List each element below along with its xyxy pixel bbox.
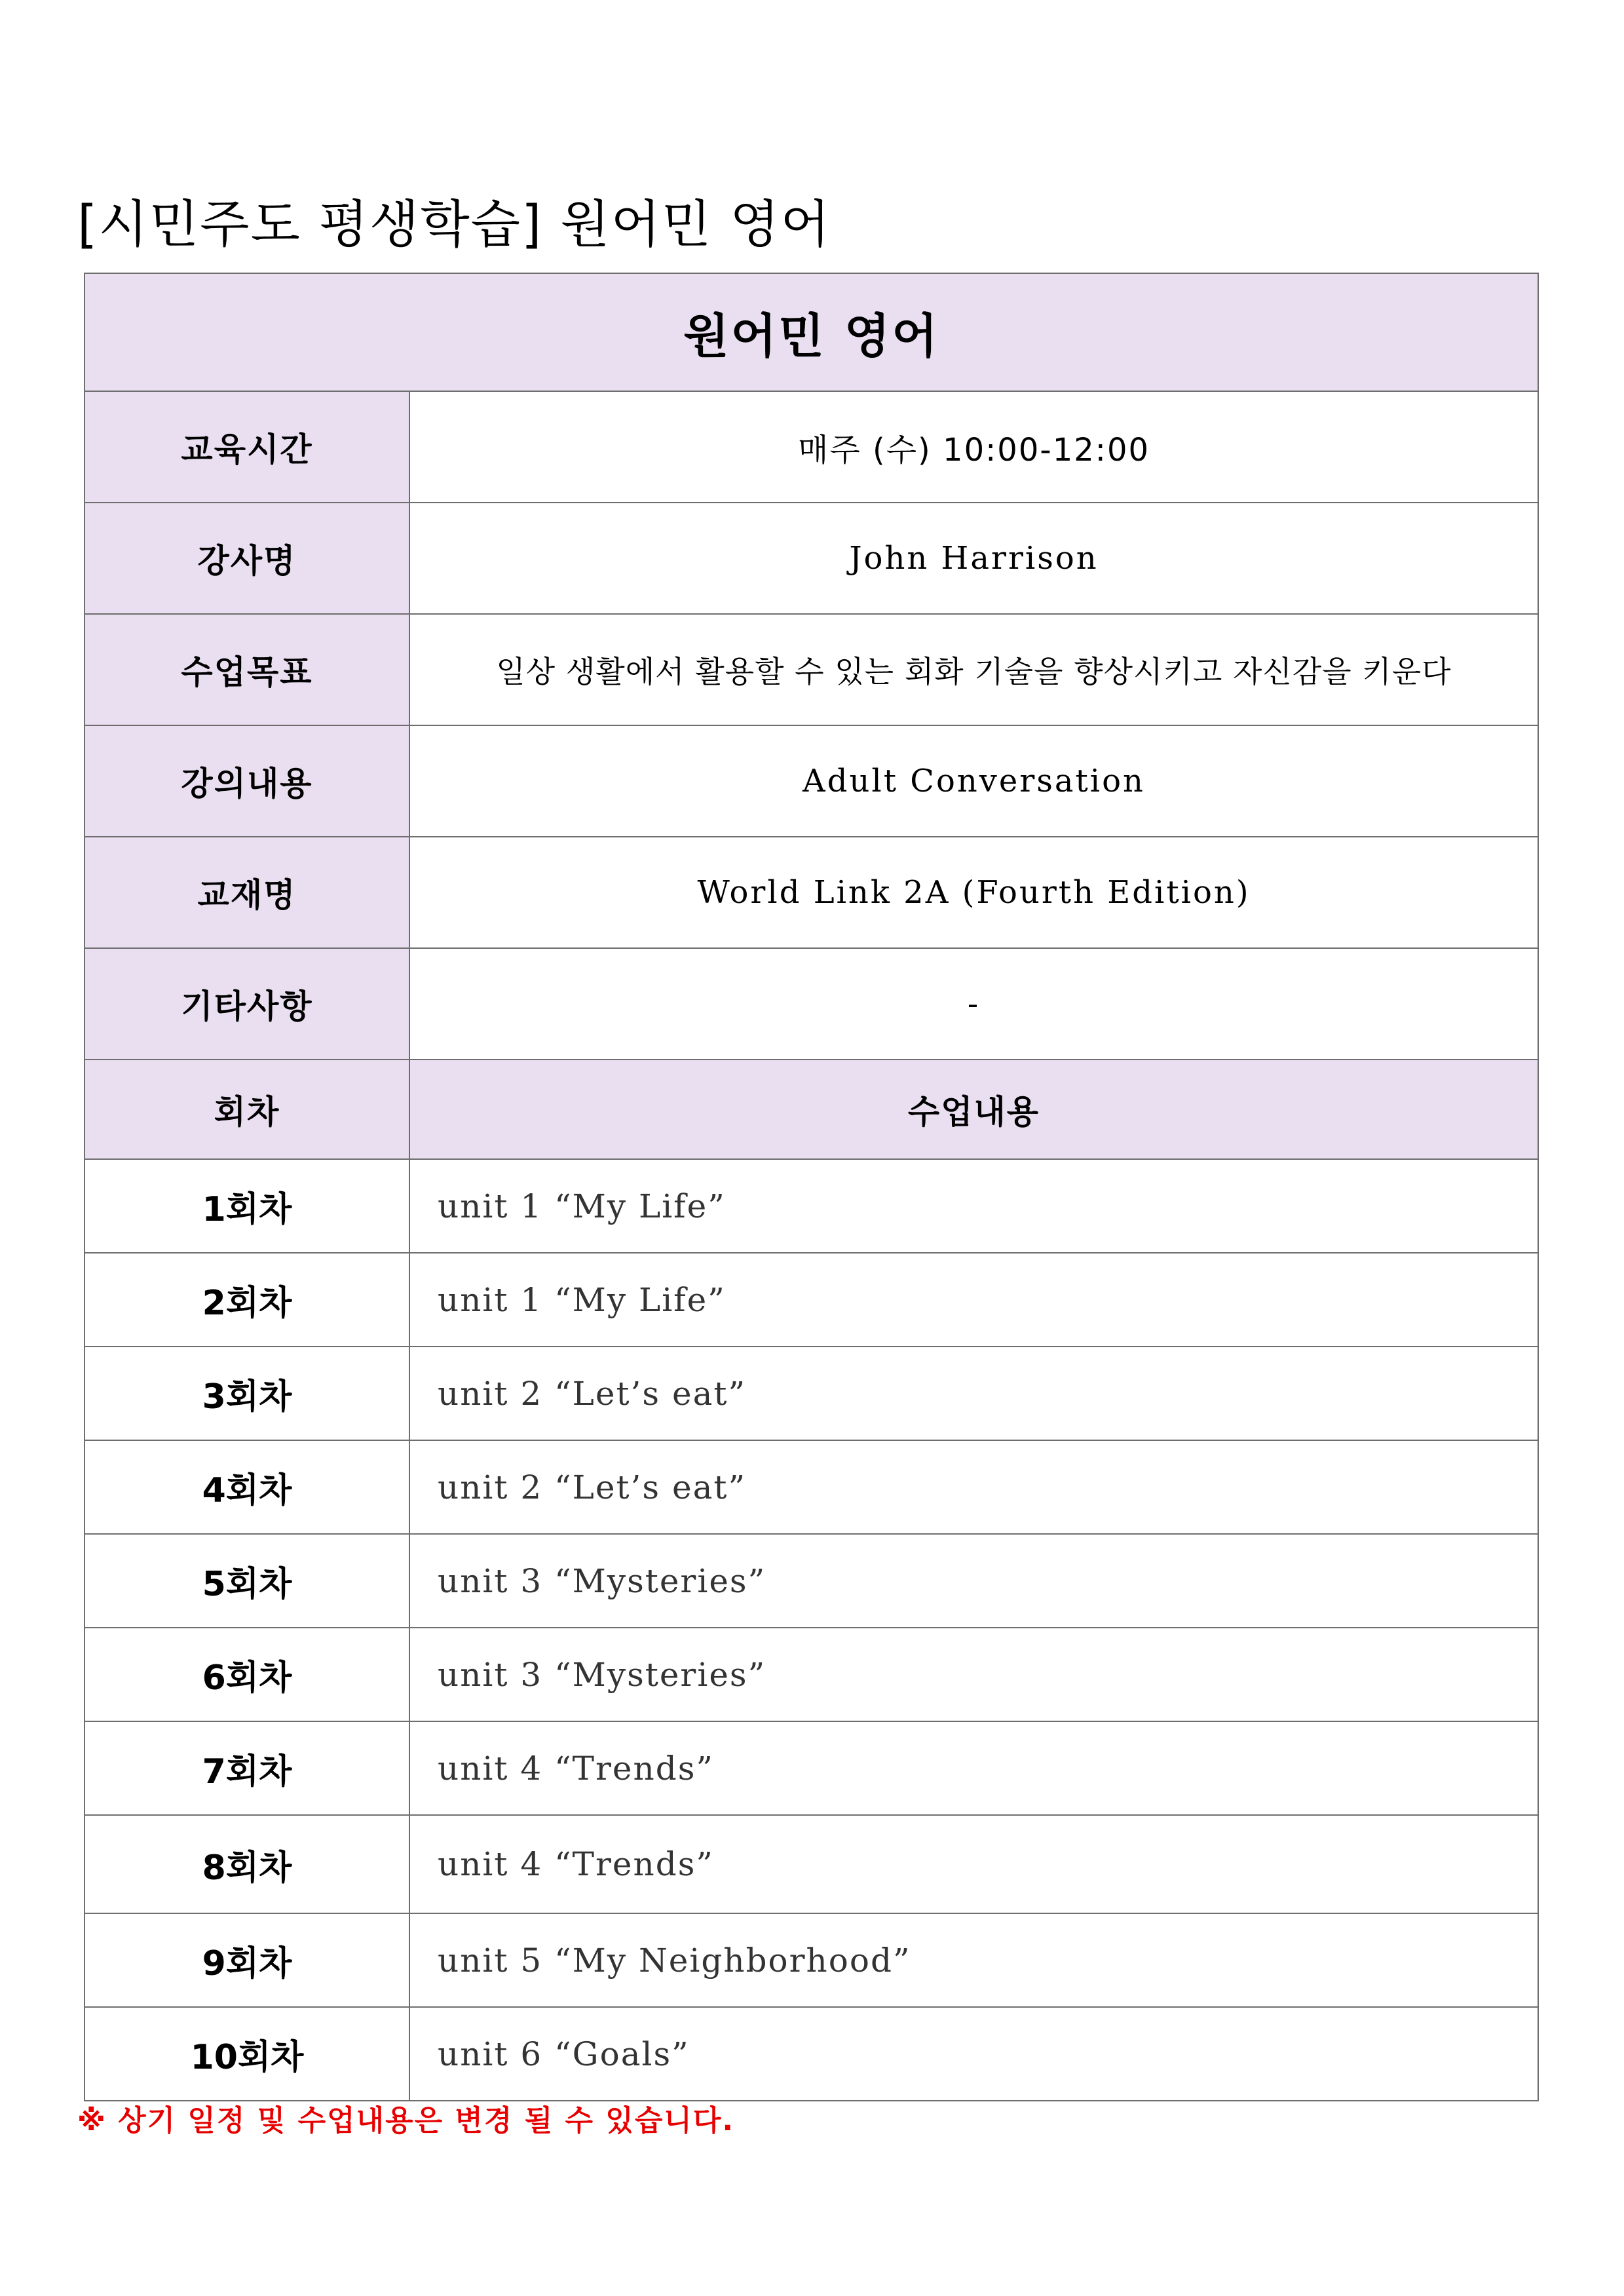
schedule-header-session: 회차 <box>85 1060 409 1159</box>
value-instructor: John Harrison <box>409 503 1538 614</box>
table-row <box>85 1815 1538 1913</box>
session-content: unit 4 “Trends” <box>409 1815 1538 1913</box>
table-row <box>85 1159 1538 1253</box>
session-number: 1회차 <box>85 1159 409 1253</box>
session-number: 7회차 <box>85 1721 409 1815</box>
value-class-goal: 일상 생활에서 활용할 수 있는 회화 기술을 향상시키고 자신감을 키운다 <box>409 614 1538 725</box>
session-number: 4회차 <box>85 1440 409 1534</box>
table-row <box>85 1253 1538 1347</box>
session-content: unit 1 “My Life” <box>409 1253 1538 1347</box>
info-row-goal <box>85 614 1538 725</box>
session-number: 6회차 <box>85 1628 409 1721</box>
schedule-header-content: 수업내용 <box>409 1060 1538 1159</box>
session-content: unit 3 “Mysteries” <box>409 1534 1538 1628</box>
table-header-title: 원어민 영어 <box>85 273 1538 391</box>
session-number: 5회차 <box>85 1534 409 1628</box>
change-notice: ※ 상기 일정 및 수업내용은 변경 될 수 있습니다. <box>77 2104 735 2137</box>
session-content: unit 6 “Goals” <box>409 2007 1538 2101</box>
session-content: unit 3 “Mysteries” <box>409 1628 1538 1721</box>
document-title: [시민주도 평생학습] 원어민 영어 <box>77 195 831 254</box>
session-content: unit 2 “Let’s eat” <box>409 1440 1538 1534</box>
session-content: unit 2 “Let’s eat” <box>409 1347 1538 1440</box>
label-other: 기타사항 <box>85 948 409 1060</box>
session-content: unit 1 “My Life” <box>409 1159 1538 1253</box>
table-row <box>85 1347 1538 1440</box>
label-instructor: 강사명 <box>85 503 409 614</box>
table-banner-row <box>85 273 1538 391</box>
session-number: 2회차 <box>85 1253 409 1347</box>
label-textbook: 교재명 <box>85 837 409 948</box>
session-number: 3회차 <box>85 1347 409 1440</box>
info-row-textbook <box>85 837 1538 948</box>
session-number: 10회차 <box>85 2007 409 2101</box>
table-row <box>85 2007 1538 2101</box>
table-row <box>85 1628 1538 1721</box>
info-row-time <box>85 391 1538 503</box>
value-other: - <box>409 948 1538 1060</box>
table-row <box>85 1721 1538 1815</box>
session-content: unit 4 “Trends” <box>409 1721 1538 1815</box>
value-lecture-content: Adult Conversation <box>409 725 1538 837</box>
session-number: 8회차 <box>85 1815 409 1913</box>
session-content: unit 5 “My Neighborhood” <box>409 1913 1538 2007</box>
value-textbook: World Link 2A (Fourth Edition) <box>409 837 1538 948</box>
info-row-instructor <box>85 503 1538 614</box>
table-row <box>85 1913 1538 2007</box>
table-row <box>85 1534 1538 1628</box>
value-education-time: 매주 (수) 10:00-12:00 <box>409 391 1538 503</box>
schedule-header-row <box>85 1060 1538 1159</box>
info-row-other <box>85 948 1538 1060</box>
session-number: 9회차 <box>85 1913 409 2007</box>
label-lecture-content: 강의내용 <box>85 725 409 837</box>
table-row <box>85 1440 1538 1534</box>
label-education-time: 교육시간 <box>85 391 409 503</box>
label-class-goal: 수업목표 <box>85 614 409 725</box>
info-row-content <box>85 725 1538 837</box>
course-info-table <box>84 273 1539 2101</box>
